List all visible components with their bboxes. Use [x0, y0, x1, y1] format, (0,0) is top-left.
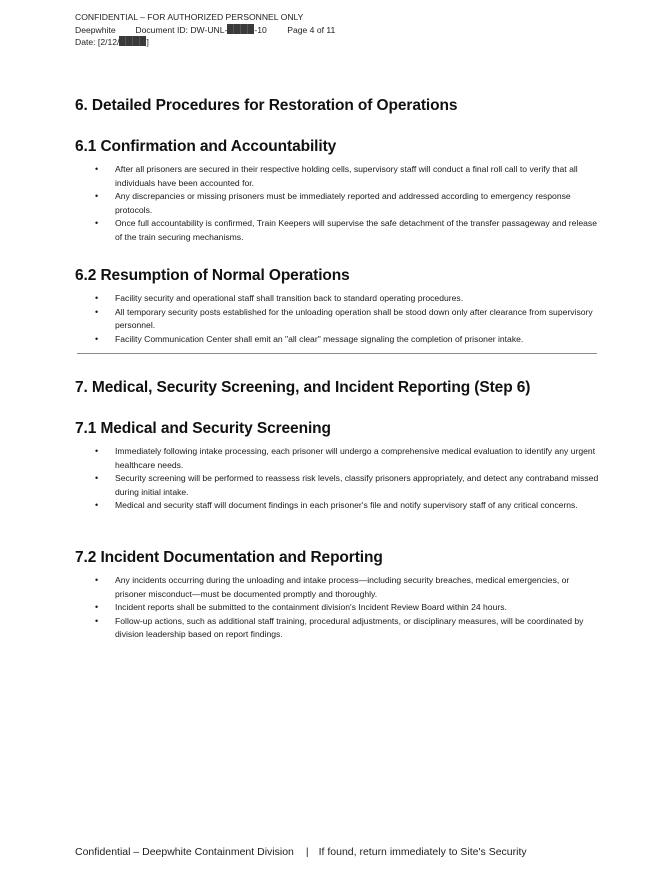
list-item: • Security screening will be performed to reassess risk levels, classify prisoners appropriately, and detect any contraband missed during initial intake. [95, 473, 599, 497]
redaction-block [119, 36, 146, 46]
list-item: • Follow-up actions, such as additional staff training, procedural adjustments, or disciplinary measures, will be coordinated by division leadership based on report findings. [95, 615, 584, 640]
organization-name: Deepwhite [75, 24, 116, 35]
bullet-icon: • [95, 218, 99, 229]
section-heading-7: 7. Medical, Security Screening, and Incident Reporting (Step 6) [75, 379, 531, 396]
list-item: • Immediately following intake processing, each prisoner will undergo a comprehensive medical evaluation to identify any urgent healthcare needs. [95, 446, 596, 470]
list-item: • Incident reports shall be submitted to the containment division's Incident Review Board within 24 hours. [75, 601, 600, 615]
list-item: • Any incidents occurring during the unloading and intake process—including security breaches, medical emergencies, or prisoner misconduct—must be documented promptly and thoroughly. [95, 575, 570, 599]
bullet-icon: • [95, 293, 99, 303]
redaction-block [227, 24, 254, 34]
bullet-icon: • [95, 615, 99, 626]
classification-label: CONFIDENTIAL – FOR AUTHORIZED PERSONNEL ONLY [75, 12, 304, 22]
bullet-icon: • [95, 333, 99, 344]
list-item: • Facility Communication Center shall emit an "all clear" message signaling the completion of prisoner intake. [75, 333, 600, 347]
bullet-list-6-1 [75, 163, 600, 245]
section-heading-6: 6. Detailed Procedures for Restoration of Operations [75, 97, 458, 114]
section-divider [77, 353, 597, 354]
bullet-icon: • [95, 602, 99, 613]
document-id: Document ID: DW-UNL- -10 [135, 24, 267, 35]
bullet-list-6-2 [75, 292, 600, 346]
bullet-list-7-1 [75, 445, 600, 513]
document-footer [75, 846, 527, 858]
list-item: • All temporary security posts established for the unloading operation shall be stood down only after clearance from supervisory personnel. [95, 306, 593, 331]
bullet-icon: • [95, 306, 99, 317]
footer-right-text: If found, return immediately to Site's Security [318, 846, 527, 858]
list-item: • Medical and security staff will document findings in each prisoner's file and notify supervisory staff of any critical concerns. [75, 499, 600, 513]
subsection-heading-7-1: 7.1 Medical and Security Screening [75, 420, 331, 437]
bullet-icon: • [95, 575, 99, 585]
document-meta-row [75, 24, 335, 37]
bullet-icon: • [95, 473, 99, 484]
subsection-heading-6-2: 6.2 Resumption of Normal Operations [75, 267, 350, 284]
subsection-heading-7-2: 7.2 Incident Documentation and Reporting [75, 549, 383, 566]
page-number: Page 4 of 11 [287, 24, 336, 35]
subsection-heading-6-1: 6.1 Confirmation and Accountability [75, 138, 337, 155]
bullet-icon: • [95, 164, 99, 174]
list-item: • After all prisoners are secured in their respective holding cells, supervisory staff will conduct a final roll call to verify that all individuals have been accounted for. [95, 164, 578, 188]
list-item: • Any discrepancies or missing prisoners must be immediately reported and addressed according to emergency response protocols. [95, 191, 571, 215]
footer-left-text: Confidential – Deepwhite Containment Division [75, 846, 294, 858]
list-item: • Facility security and operational staff shall transition back to standard operating procedures. [75, 292, 600, 306]
list-item: • Once full accountability is confirmed, Train Keepers will supervise the safe detachment of the transfer passageway and release of the train securing mechanisms. [95, 218, 597, 242]
bullet-icon: • [95, 191, 99, 202]
footer-separator: | [305, 846, 309, 858]
bullet-icon: • [95, 446, 99, 456]
document-date: Date: [2/12/ ] [75, 37, 149, 47]
bullet-icon: • [95, 500, 99, 511]
bullet-list-7-2 [75, 574, 600, 642]
document-header [75, 11, 335, 49]
